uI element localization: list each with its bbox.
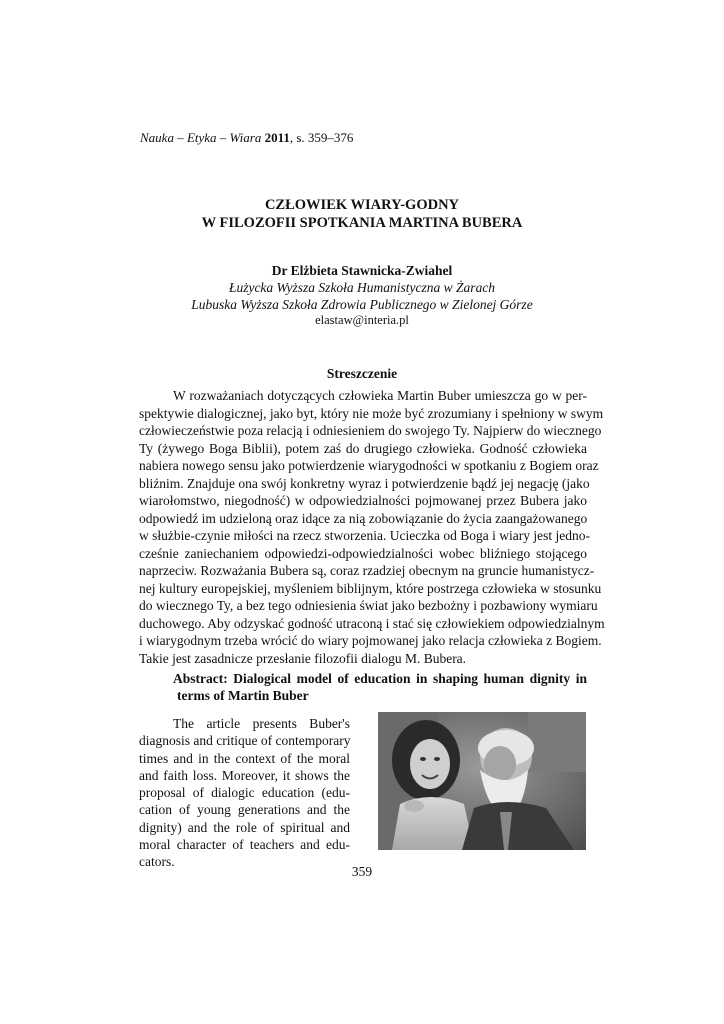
summary-line: wiarołomstwo, niegodność) w odpowiedzialności pojmowanej przez Bubera jako bbox=[139, 493, 587, 508]
journal-header bbox=[140, 130, 353, 146]
abstract-line: and faith loss. Moreover, it shows the bbox=[139, 767, 350, 783]
author-email: elastaw@interia.pl bbox=[315, 313, 409, 327]
author-name: Dr Elżbieta Stawnicka-Zwiahel bbox=[271, 263, 453, 278]
page-number: 359 bbox=[351, 864, 373, 879]
summary-line: bliźnim. Znajduje ona swój konkretny wyraz i potwierdzenie bądź jej negację (jako bbox=[139, 475, 590, 491]
abstract-line: proposal of dialogic education (edu- bbox=[139, 785, 350, 801]
journal-name: Nauka – Etyka – Wiara bbox=[140, 130, 262, 145]
abstract-heading-line-2: terms of Martin Buber bbox=[177, 688, 309, 703]
abstract-line: diagnosis and critique of contemporary bbox=[139, 733, 351, 749]
summary-line: Ty (żywego Boga Biblii), potem zaś do drugiego człowieka. Godność człowieka bbox=[139, 440, 587, 456]
abstract-line: cation of young generations and the bbox=[139, 802, 350, 818]
summary-line: naprzeciw. Rozważania Bubera są, coraz rzadziej obecnym na gruncie humanistycz- bbox=[139, 563, 595, 578]
summary-text bbox=[139, 387, 605, 667]
abstract-text bbox=[139, 715, 350, 871]
affiliation-2: Lubuska Wyższa Szkoła Zdrowia Publicznego w Zielonej Górze bbox=[191, 297, 533, 312]
summary-line: w służbie-czynie miłości na rzecz stworzenia. Ucieczka od Boga i wiary jest jedno- bbox=[139, 528, 590, 543]
summary-line: cześnie zaniechaniem odpowiedzi-odpowiedzialności wobec bliźniego stojącego bbox=[139, 545, 587, 561]
summary-line: człowieczeństwie poza relacją i odniesieniem do swojego Ty. Najpierw do wiecznego bbox=[139, 423, 602, 438]
abstract-line: times and in the context of the moral bbox=[139, 750, 350, 766]
title-line-2: W FILOZOFII SPOTKANIA MARTINA BUBERA bbox=[201, 215, 523, 231]
summary-line: Takie jest zasadnicze przesłanie filozofii dialogu M. Bubera. bbox=[139, 650, 467, 666]
summary-line: W rozważaniach dotyczących człowieka Martin Buber umieszcza go w per- bbox=[173, 388, 587, 403]
summary-heading: Streszczenie bbox=[326, 366, 398, 381]
affiliation-1: Łużycka Wyższa Szkoła Humanistyczna w Żarach bbox=[228, 280, 496, 295]
journal-year: 2011 bbox=[264, 130, 290, 145]
summary-line: do wiecznego Ty, a bez tego odniesienia świat jako bezbożny i pozbawiony wymiaru bbox=[139, 598, 598, 613]
journal-pages: , s. 359–376 bbox=[289, 130, 354, 145]
photo-illustration bbox=[378, 712, 586, 850]
title-line-1: CZŁOWIEK WIARY-GODNY bbox=[264, 197, 460, 213]
summary-line: nej kultury europejskiej, myśleniem biblijnym, które postrzega człowieka w stosunku bbox=[139, 580, 602, 596]
summary-line: spektywie dialogicznej, jako byt, który nie może być zrozumiany i spełniony w swym bbox=[139, 405, 604, 421]
abstract-line: moral character of teachers and edu- bbox=[139, 837, 350, 853]
summary-line: i wiarygodnym trzeba wrócić do wiary pojmowanej jako relacja człowieka z Bogiem. bbox=[139, 633, 602, 648]
photo-buber-with-girl bbox=[378, 712, 586, 850]
abstract-line: The article presents Buber's bbox=[173, 716, 350, 731]
abstract-line: cators. bbox=[139, 854, 175, 870]
summary-line: odpowiedź im udzieloną oraz idące za nią zobowiązanie do życia zaangażowanego bbox=[139, 510, 588, 526]
abstract-heading-line-1: Abstract: Dialogical model of education in shaping human dignity in bbox=[173, 671, 587, 686]
summary-line: duchowego. Aby odzyskać godność utraconą i stać się człowiekiem odpowiedzialnym bbox=[139, 615, 605, 631]
abstract-heading bbox=[173, 670, 587, 704]
abstract-line: dignity) and the role of spiritual and bbox=[139, 819, 350, 835]
summary-line: nabiera nowego sensu jako potwierdzenie wiarygodności w spotkaniu z Bogiem oraz bbox=[139, 458, 599, 473]
